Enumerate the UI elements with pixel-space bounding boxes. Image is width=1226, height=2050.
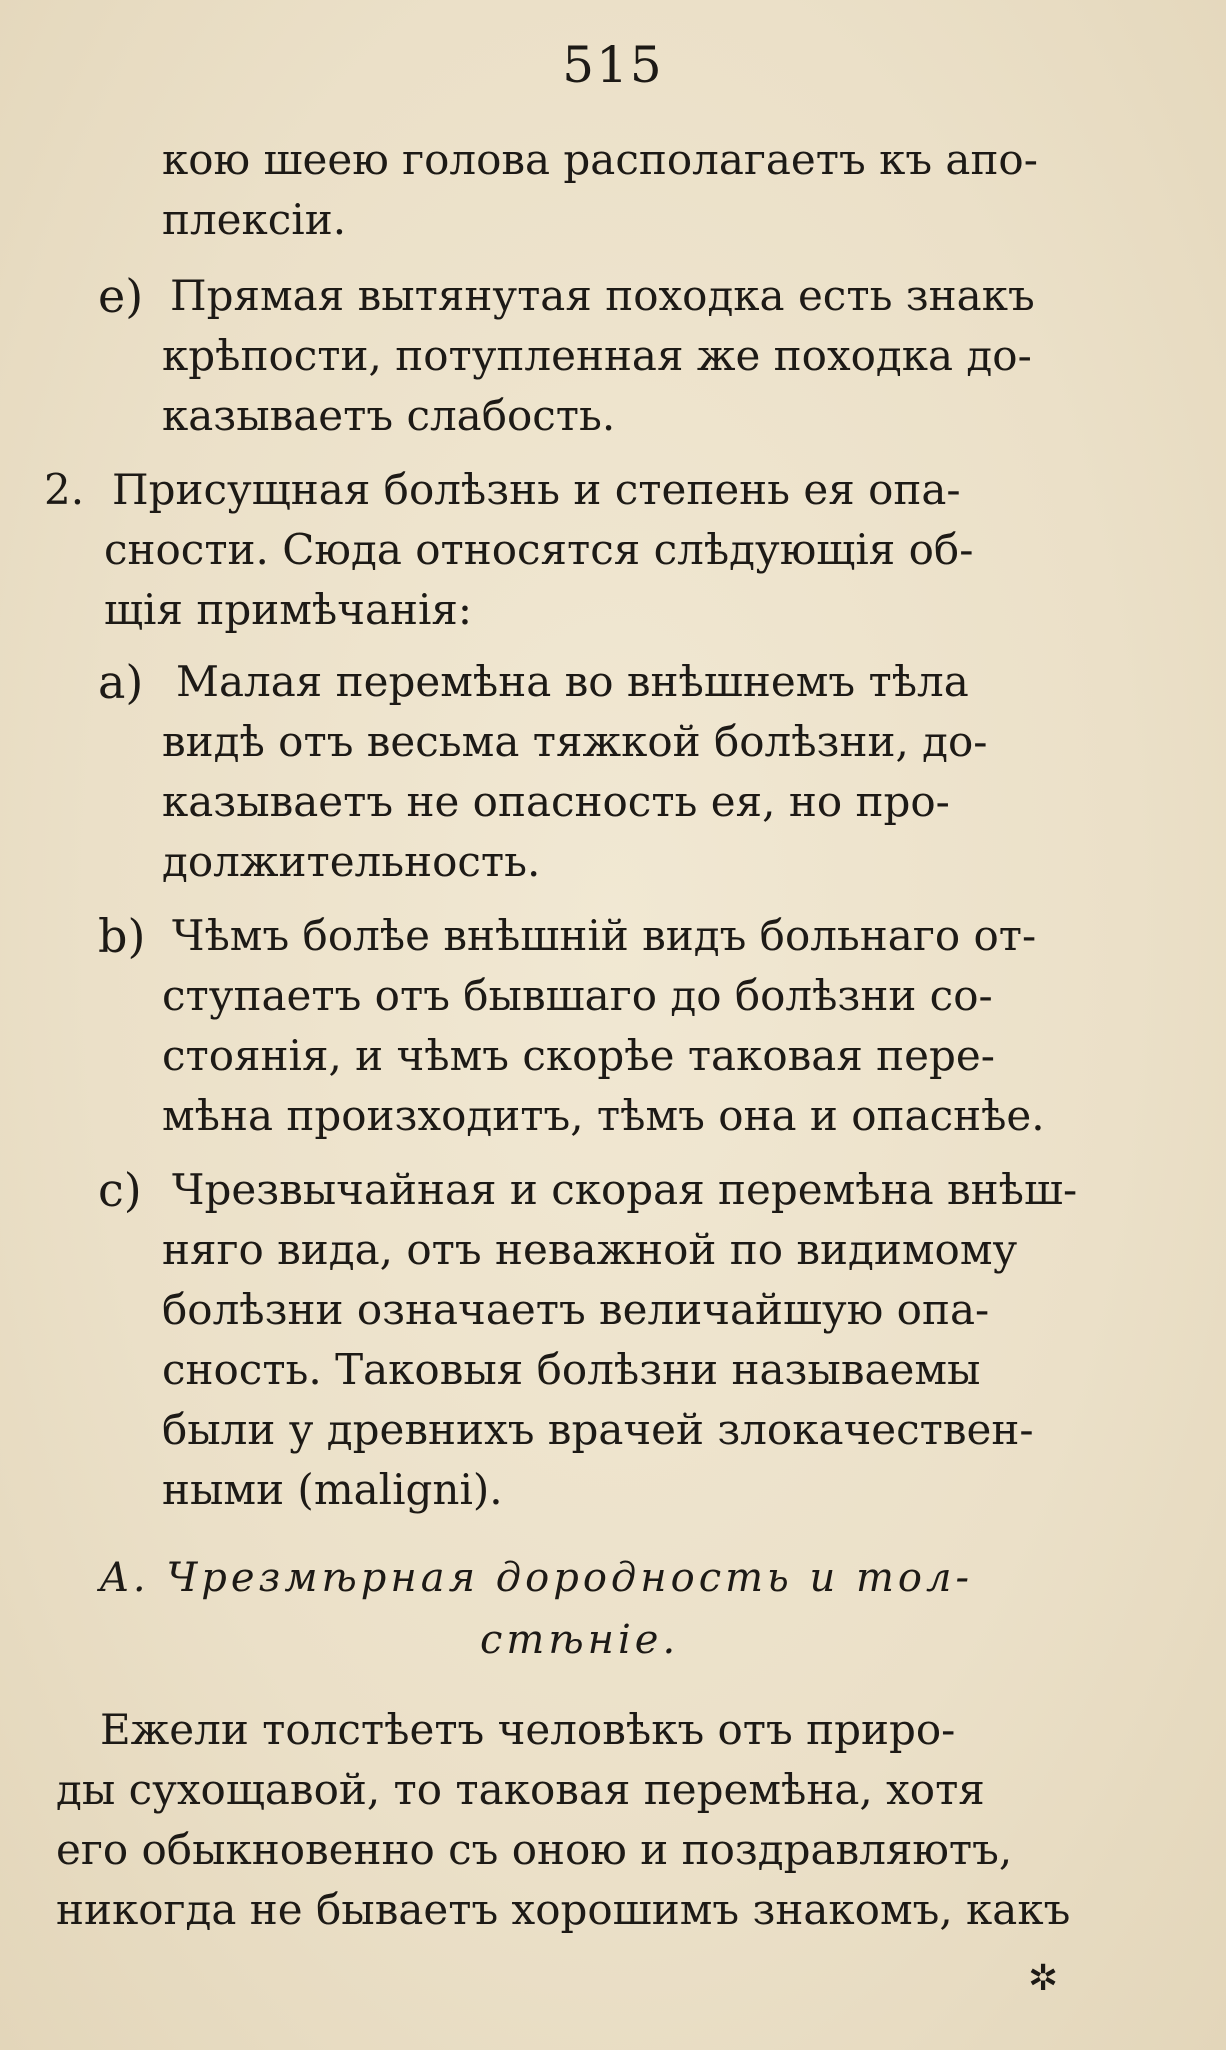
section-heading-cont: стѣніе. bbox=[480, 1617, 680, 1663]
text-line: Ежели толстѣетъ человѣкъ отъ приро- bbox=[100, 1705, 956, 1754]
text-line: стоянія, и чѣмъ скорѣе таковая пере- bbox=[162, 1031, 995, 1080]
text-line: казываетъ не опасность ея, но про- bbox=[162, 777, 950, 826]
text-line: сности. Сюда относятся слѣдующія об- bbox=[104, 525, 974, 574]
text-line: Прямая вытянутая походка есть знакъ bbox=[170, 271, 1035, 320]
text-line: должительность. bbox=[162, 837, 541, 886]
text-line: Присущная болѣзнь и степень ея опа- bbox=[112, 465, 961, 514]
text-line: кою шеею голова располагаетъ къ апо- bbox=[162, 135, 1038, 184]
list-marker-a: a) bbox=[98, 655, 144, 709]
text-line: мѣна произходитъ, тѣмъ она и опаснѣе. bbox=[162, 1091, 1045, 1140]
text-line: казываетъ слабость. bbox=[162, 391, 616, 440]
page-number: 515 bbox=[562, 36, 664, 94]
text-line: болѣзни означаетъ величайшую опа- bbox=[162, 1285, 990, 1334]
list-marker-b: b) bbox=[98, 909, 146, 963]
text-line: были у древнихъ врачей злокачествен- bbox=[162, 1405, 1034, 1454]
text-line: ды сухощавой, то таковая перемѣна, хотя bbox=[56, 1765, 985, 1814]
text-line: щія примѣчанія: bbox=[104, 585, 473, 634]
text-line: крѣпости, потупленная же походка до- bbox=[162, 331, 1032, 380]
text-line: его обыкновенно съ оною и поздравляютъ, bbox=[56, 1825, 1013, 1874]
text-line: ступаетъ отъ бывшаго до болѣзни со- bbox=[162, 971, 993, 1020]
text-line: Чѣмъ болѣе внѣшній видъ больнаго от- bbox=[172, 911, 1037, 960]
text-line: плексіи. bbox=[162, 195, 347, 244]
text-line: сность. Таковыя болѣзни называемы bbox=[162, 1345, 981, 1394]
text-line: видѣ отъ весьма тяжкой болѣзни, до- bbox=[162, 717, 988, 766]
text-line: ными (maligni). bbox=[162, 1465, 503, 1514]
text-line: никогда не бываетъ хорошимъ знакомъ, какъ bbox=[56, 1885, 1071, 1934]
text-line: Чрезвычайная и скорая перемѣна внѣш- bbox=[172, 1165, 1078, 1214]
list-marker-c: c) bbox=[98, 1163, 142, 1217]
text-line: Малая перемѣна во внѣшнемъ тѣла bbox=[176, 657, 969, 706]
catchword-ornament: ✲ bbox=[1028, 1958, 1059, 1999]
text-line: няго вида, отъ неважной по видимому bbox=[162, 1225, 1018, 1274]
list-marker-e: e) bbox=[98, 269, 144, 323]
list-marker-2: 2. bbox=[44, 465, 85, 514]
section-heading: A. Чрезмѣрная дородность и тол- bbox=[100, 1555, 973, 1601]
